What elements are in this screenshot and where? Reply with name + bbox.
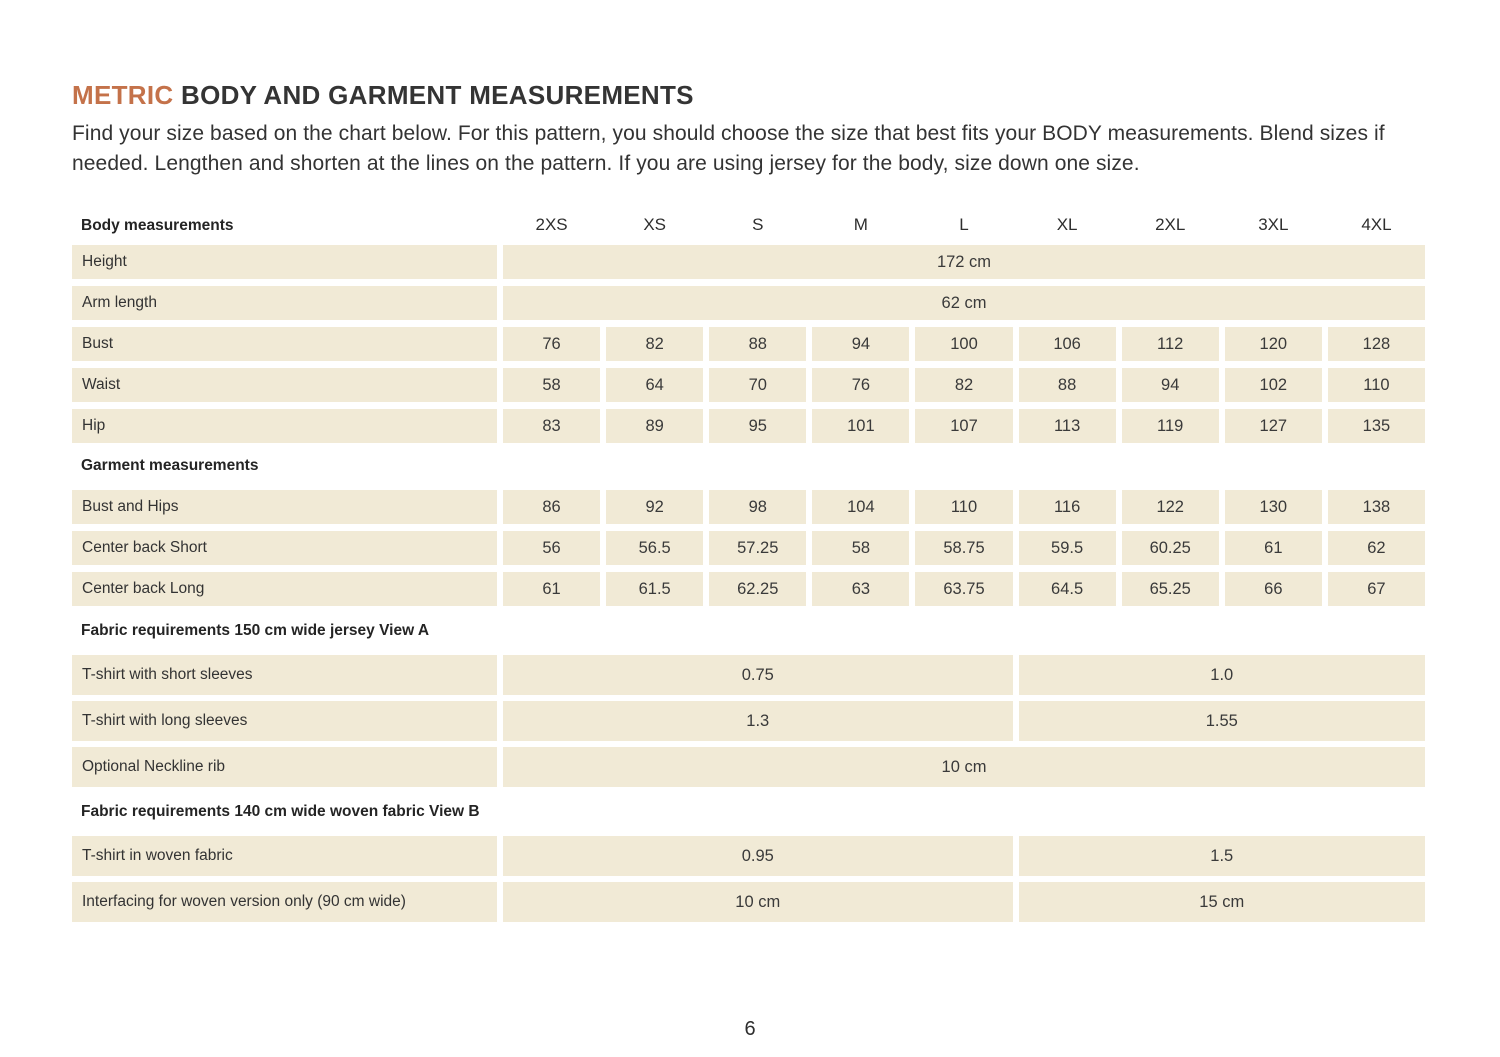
table-row-hip — [72, 409, 1425, 443]
page-number: 6 — [744, 1018, 756, 1040]
size-value-cell: 138 — [1328, 490, 1425, 524]
row-label: Arm length — [72, 286, 497, 320]
span-value-cell: 10 cm — [503, 747, 1425, 787]
size-column-header: 2XL — [1155, 215, 1186, 234]
page-title — [72, 80, 1425, 111]
size-value-cell: 122 — [1122, 490, 1219, 524]
size-value-cell: 66 — [1225, 572, 1322, 606]
size-value-cell: 58 — [812, 531, 909, 565]
size-column-header: XS — [643, 215, 666, 234]
table-row-bust-and-hips — [72, 490, 1425, 524]
table-row-waist — [72, 368, 1425, 402]
row-label: Hip — [72, 409, 497, 443]
size-value-cell: 116 — [1019, 490, 1116, 524]
section-header-fabric-view-b: Fabric requirements 140 cm wide woven fabric View B — [81, 803, 480, 820]
row-label: T-shirt in woven fabric — [72, 836, 497, 876]
size-value-cell: 56 — [503, 531, 600, 565]
size-value-cell: 82 — [915, 368, 1012, 402]
table-row-height — [72, 245, 1425, 279]
size-column-header: M — [853, 215, 868, 234]
row-label: T-shirt with long sleeves — [72, 701, 497, 741]
row-label: Center back Long — [72, 572, 497, 606]
intro-text: Find your size based on the chart below. For this pattern, you should choose the size that best fits your BODY measurements. Blend sizes if needed. Lengthen and shorten at the lines on the pattern. If you are using jersey for the body, size down one size. — [72, 122, 1385, 175]
size-value-cell: 58 — [503, 368, 600, 402]
size-value-cell: 57.25 — [709, 531, 806, 565]
table-row-center-back-long — [72, 572, 1425, 606]
left-span-cell: 0.75 — [503, 655, 1013, 695]
size-value-cell: 67 — [1328, 572, 1425, 606]
row-label: Bust and Hips — [72, 490, 497, 524]
row-label: T-shirt with short sleeves — [72, 655, 497, 695]
right-span-cell: 1.55 — [1019, 701, 1425, 741]
size-value-cell: 64 — [606, 368, 703, 402]
size-value-cell: 110 — [915, 490, 1012, 524]
size-value-cell: 94 — [812, 327, 909, 361]
left-span-cell: 10 cm — [503, 882, 1013, 922]
size-value-cell: 76 — [812, 368, 909, 402]
size-value-cell: 127 — [1225, 409, 1322, 443]
size-column-header: 3XL — [1258, 215, 1289, 234]
size-value-cell: 92 — [606, 490, 703, 524]
table-row-arm-length — [72, 286, 1425, 320]
size-value-cell: 128 — [1328, 327, 1425, 361]
table-row-center-back-short — [72, 531, 1425, 565]
row-label: Height — [72, 245, 497, 279]
body-measurements-header: Body measurements — [81, 217, 234, 234]
row-label: Optional Neckline rib — [72, 747, 497, 787]
span-value-cell: 62 cm — [503, 286, 1425, 320]
table-row-interfacing — [72, 882, 1425, 922]
size-value-cell: 62.25 — [709, 572, 806, 606]
size-value-cell: 112 — [1122, 327, 1219, 361]
size-value-cell: 62 — [1328, 531, 1425, 565]
row-label: Waist — [72, 368, 497, 402]
left-span-cell: 0.95 — [503, 836, 1013, 876]
size-column-header: 2XS — [535, 215, 568, 234]
section-header-fabric-view-a: Fabric requirements 150 cm wide jersey View A — [81, 622, 430, 639]
size-value-cell: 100 — [915, 327, 1012, 361]
section-header-garment: Garment measurements — [81, 457, 259, 474]
table-row-tshirt-woven — [72, 836, 1425, 876]
size-value-cell: 63 — [812, 572, 909, 606]
size-value-cell: 61 — [1225, 531, 1322, 565]
size-value-cell: 89 — [606, 409, 703, 443]
size-value-cell: 135 — [1328, 409, 1425, 443]
size-value-cell: 83 — [503, 409, 600, 443]
size-value-cell: 106 — [1019, 327, 1116, 361]
size-column-header: 4XL — [1361, 215, 1392, 234]
table-row-neckline-rib — [72, 747, 1425, 787]
size-column-header: XL — [1056, 215, 1078, 234]
size-value-cell: 70 — [709, 368, 806, 402]
size-value-cell: 56.5 — [606, 531, 703, 565]
size-value-cell: 86 — [503, 490, 600, 524]
size-value-cell: 60.25 — [1122, 531, 1219, 565]
size-value-cell: 95 — [709, 409, 806, 443]
right-span-cell: 1.5 — [1019, 836, 1425, 876]
table-row-bust — [72, 327, 1425, 361]
left-span-cell: 1.3 — [503, 701, 1013, 741]
size-column-header: L — [959, 215, 969, 234]
size-value-cell: 104 — [812, 490, 909, 524]
title-rest: BODY AND GARMENT MEASUREMENTS — [173, 80, 694, 110]
size-value-cell: 98 — [709, 490, 806, 524]
size-value-cell: 63.75 — [915, 572, 1012, 606]
size-value-cell: 120 — [1225, 327, 1322, 361]
size-value-cell: 58.75 — [915, 531, 1012, 565]
size-value-cell: 61.5 — [606, 572, 703, 606]
table-row-tshirt-long-sleeves — [72, 701, 1425, 741]
table-header-row — [72, 215, 1425, 235]
size-value-cell: 130 — [1225, 490, 1322, 524]
size-value-cell: 113 — [1019, 409, 1116, 443]
size-value-cell: 119 — [1122, 409, 1219, 443]
size-value-cell: 94 — [1122, 368, 1219, 402]
row-label: Interfacing for woven version only (90 cm wide) — [72, 882, 497, 922]
size-value-cell: 107 — [915, 409, 1012, 443]
size-value-cell: 65.25 — [1122, 572, 1219, 606]
size-value-cell: 82 — [606, 327, 703, 361]
size-value-cell: 88 — [1019, 368, 1116, 402]
size-value-cell: 101 — [812, 409, 909, 443]
size-value-cell: 102 — [1225, 368, 1322, 402]
right-span-cell: 1.0 — [1019, 655, 1425, 695]
table-row-tshirt-short-sleeves — [72, 655, 1425, 695]
size-column-header: S — [752, 215, 764, 234]
size-value-cell: 110 — [1328, 368, 1425, 402]
span-value-cell: 172 cm — [503, 245, 1425, 279]
row-label: Center back Short — [72, 531, 497, 565]
size-value-cell: 88 — [709, 327, 806, 361]
measurement-table — [72, 215, 1425, 922]
title-accent: METRIC — [72, 80, 174, 110]
size-value-cell: 61 — [503, 572, 600, 606]
right-span-cell: 15 cm — [1019, 882, 1425, 922]
size-value-cell: 64.5 — [1019, 572, 1116, 606]
size-value-cell: 59.5 — [1019, 531, 1116, 565]
size-value-cell: 76 — [503, 327, 600, 361]
row-label: Bust — [72, 327, 497, 361]
